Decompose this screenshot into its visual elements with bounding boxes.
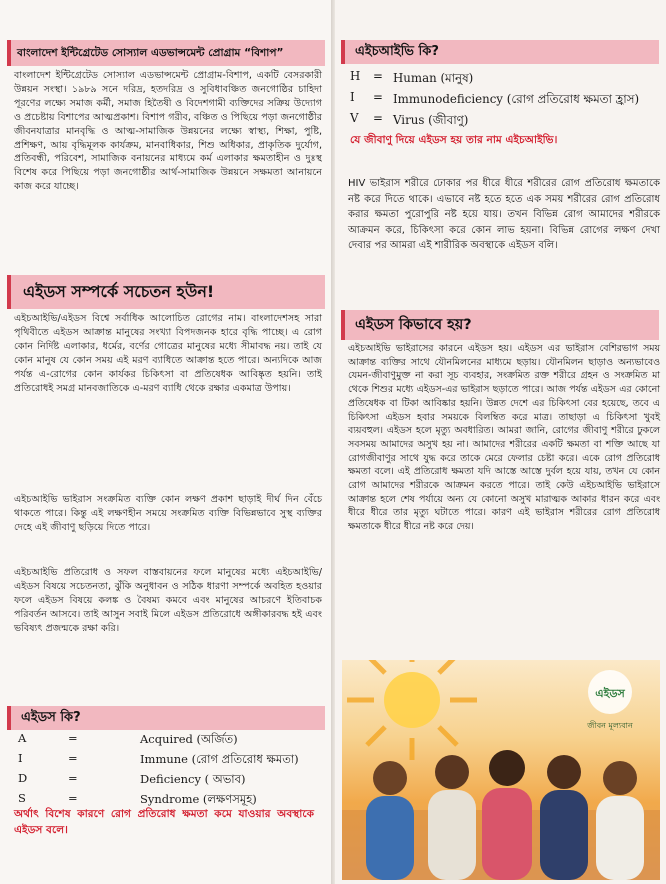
aids-word: Deficiency ( অভাব) bbox=[140, 772, 246, 786]
person-figure bbox=[366, 761, 414, 880]
hiv-row-h bbox=[350, 69, 639, 90]
person-figure bbox=[428, 755, 476, 880]
aids-title: এইডস কি? bbox=[21, 710, 81, 725]
aids-definition-note: অর্থাৎ বিশেষ কারণে রোগ প্রতিরোধ ক্ষমতা কমে যাওয়ার অবস্থাকে এইডস বলে। bbox=[14, 808, 314, 836]
aids-equals: = bbox=[68, 771, 78, 785]
photo-illustration bbox=[342, 660, 660, 880]
how-heading bbox=[341, 310, 659, 340]
aware-paragraph-1: এইচআইভি/এইডস বিশ্বে সর্বাধিক আলোচিত রোগের নাম। বাংলাদেশসহ সারা পৃথিবীতে এইডস আক্রান্ত মানুষের সংখ্যা বিপদজনক হারে বৃদ্ধি পাচ্ছে। এ রোগ কোন নির্দিষ্ট এলাকার, ধর্মের, বর্ণের গোত্রের মানুষের মধ্যে সীমাবদ্ধ নয়। তাই যে কোন মানুষ যে কোন সময় এই মরণ ব্যাধিতে আক্রান্ত হতে পারে। অন্যদিকে আজ পর্যন্ত এ-রোগের কোন কার্যকর চিকিৎসা বা প্রতিষেধক আবিষ্কৃত হয়নি। তাই প্রতিরোধই সমগ্র মানবজাতিকে এ-মরণ ব্যাধি থেকে রক্ষার একমাত্র উপায়। bbox=[14, 313, 322, 394]
aids-letter: S bbox=[18, 791, 26, 805]
campaign-logo bbox=[588, 670, 632, 714]
aids-equals: = bbox=[68, 731, 78, 745]
aware-paragraph-3: এইচআইভি প্রতিরোধ ও সফল বাস্তবায়নের ফলে মানুষের মধ্যে এইচআইভি/এইডস বিষয়ে সচেতনতা, ঝুঁকি অনুধাবন ও সঠিক ধারণা সম্পর্কে অবহিত হওয়ার ফলে এইডস বিষয়ে কলঙ্ক ও বৈষম্য কমবে এবং মানুষের আচরণে ইতিবাচক পরিবর্তন আসবে। তাই আসুন সবাই মিলে এইডস প্রতিরোধে অঙ্গীকারবদ্ধ হই এবং ভবিষ্যৎ প্রজন্মকে রক্ষা করি। bbox=[14, 567, 322, 634]
hiv-letter: H bbox=[350, 69, 361, 83]
aids-row-d bbox=[18, 771, 299, 791]
hiv-word: Human (মানুষ) bbox=[393, 71, 474, 85]
aids-abbreviation-table bbox=[18, 731, 299, 811]
aids-equals: = bbox=[68, 791, 78, 805]
bishap-description: বাংলাদেশ ইন্টিগ্রেটেড সোস্যাল এডভান্সমেন্ট প্রোগ্রাম-বিশাপ, একটি বেসরকারী উন্নয়ন সংস্থা। ১৯৮৯ সনে দরিদ্র, হতদরিদ্র ও সুবিধাবঞ্চিত জনগোষ্ঠির চাহিদা পূরণের লক্ষ্যে সমাজ কর্মী, সমাজ হিতৈষী ও বিদেশগামী ব্যক্তিদের সক্রিয় উদ্যোগ ও প্রচেষ্টায় বিশাপের আত্মপ্রকাশ। বিশাপ গরীব, বঞ্চিত ও পিছিয়ে পড়া জনগোষ্ঠীর জীবনযাত্রার মানবৃদ্ধি ও আত্ম-সামাজিক উন্নয়নের লক্ষ্যে স্বাস্থ্য, শিক্ষা, পুষ্টি, প্রশিক্ষণ, আয় বৃদ্ধিমূলক কার্যক্রম, মানবাধিকার, শিশু অধিকার, প্রাকৃতিক দুর্যোগ, প্রতিবন্ধী, পরিবেশ, সামাজিক বনায়নের মাধ্যমে কর্ম এলাকার ক্ষমতাহীন ও দুঃস্থ বিশেষ করে পিছিয়ে পড়া জনগোষ্ঠীর আর্থ-সামাজিক উন্নয়নে সক্ষমতা আনায়নে কাজ করে যাচ্ছে। bbox=[14, 70, 322, 193]
bishap-title: বাংলাদেশ ইন্টিগ্রেটেড সোস্যাল এডভান্সমেন্ট প্রোগ্রাম “বিশাপ” bbox=[17, 47, 284, 59]
aware-title: এইডস সম্পর্কে সচেতন হউন! bbox=[23, 282, 215, 301]
how-description: এইচআইভি ভাইরাসের কারনে এইডস হয়। এইডস এর ভাইরাস বেশিরভাগ সময় আক্রান্ত ব্যক্তির সাথে যৌনমিলনের মাধ্যমে ছড়ায়। যৌনমিলন ছাড়াও অন্যভাবেও যেমন-জীবাণুমুক্ত না করা সূচ ব্যবহার, সংক্রমিত রক্ত শরীরে গ্রহন ও সংক্রমিত মা থেকে শিশুর মধ্যে এইডস-এর ভাইরাস ছড়াতে পারে। আজ পর্যন্ত এইডস এর কোনো প্রতিষেধক বা টিকা আবিষ্কার হয়নি। উন্নত দেশে এর চিকিৎসা বের হয়েছে, তবে এ চিকিৎসা এইডস হবার সময়কে বিলম্বিত করে মাত্র। তাছাড়া এ চিকিৎসা খুবই ব্যয়বহুল। এইডস হলে মৃত্যু অবধারিত। আমরা জানি, রোগের জীবাণু শরীরে ঢুকলে সবসময় আমাদের অসুখ হয় না। আমাদের শরীরের একটি ক্ষমতা বা শক্তি আছে যা রোগজীবাণুর সাথে যুদ্ধ করে তাকে মেরে ফেলার চেষ্টা করে। একে রোগ প্রতিরোধ ক্ষমতা বলে। এই প্রতিরোধ ক্ষমতা যদি আস্তে আস্তে দুর্বল হয়ে যায়, তখন যে কোন রোগ আমাদের শরীরকে আক্রমন করতে পারে। তাই কেউ এইচআইভি ভাইরাসে আক্রান্ত হলে শেষ পর্যায়ে অন্য যে কোনো অসুখ মারাত্মক আকার ধারন করে এবং ধীরে ধীরে তার মৃত্যু ঘটাতে পারে। কারণ এই ভাইরাস শরীরের রোগ প্রতিরোধ ক্ষমতাকে ধীরে ধীরে নষ্ট করে দেয়। bbox=[348, 343, 660, 533]
hiv-heading bbox=[341, 40, 659, 64]
person-figure bbox=[596, 761, 644, 880]
aids-letter: I bbox=[18, 751, 23, 765]
hiv-description: HIV ভাইরাস শরীরে ঢোকার পর ধীরে ধীরে শরীরের রোগ প্রতিরোধ ক্ষমতাকে নষ্ট করে দিতে থাকে। এভাবে নষ্ট হতে হতে এক সময় শরীরের রোগ প্রতিরোধ করার ক্ষমতা পুরোপুরি নষ্ট হয়ে যায়। তখন বিভিন্ন রোগ আমাদের শরীরকে আক্রমন করে, চিকিৎসা করে কোন লাভ হয়না। বিভিন্ন রোগের লক্ষণ দেখা দেবার পর আমরা এই শারীরিক অবস্থাকে এইডস বলি। bbox=[348, 178, 660, 251]
hiv-equals: = bbox=[373, 111, 383, 125]
aware-paragraph-2: এইচআইভি ভাইরাস সংক্রমিত ব্যক্তি কোন লক্ষণ প্রকাশ ছাড়াই দীর্ঘ দিন বেঁচে থাকতে পারে। কিন্তু এই লক্ষণহীন সময়ে সংক্রমিত ব্যক্তি বিভিন্নভাবে সুস্থ ব্যক্তির দেহে এই জীবাণু ছড়িয়ে দিতে পারে। bbox=[14, 494, 322, 533]
how-title: এইডস কিভাবে হয়? bbox=[355, 317, 472, 333]
aids-word: Immune (রোগ প্রতিরোধ ক্ষমতা) bbox=[140, 752, 299, 766]
hiv-row-i bbox=[350, 90, 639, 111]
hiv-letter: V bbox=[350, 111, 359, 125]
page-fold bbox=[331, 0, 335, 884]
aids-word: Acquired (অর্জিত) bbox=[140, 732, 238, 746]
hiv-row-v bbox=[350, 111, 639, 132]
person-figure bbox=[540, 755, 588, 880]
aids-row-a bbox=[18, 731, 299, 751]
aids-letter: D bbox=[18, 771, 28, 785]
hiv-definition-note: যে জীবাণু দিয়ে এইডস হয় তার নাম এইচআইভি। bbox=[350, 134, 558, 146]
hiv-equals: = bbox=[373, 90, 383, 104]
aids-heading bbox=[7, 706, 325, 730]
campaign-caption: জীবন মূল্যবান bbox=[587, 721, 633, 730]
hiv-title: এইচআইভি কি? bbox=[355, 44, 439, 59]
bishap-heading bbox=[7, 40, 325, 66]
hiv-word: Immunodeficiency (রোগ প্রতিরোধ ক্ষমতা হ্রাস) bbox=[393, 92, 640, 106]
aids-word: Syndrome (লক্ষণসমূহ) bbox=[140, 792, 257, 806]
aids-equals: = bbox=[68, 751, 78, 765]
person-figure bbox=[482, 750, 532, 880]
hiv-letter: I bbox=[350, 90, 355, 104]
hiv-equals: = bbox=[373, 69, 383, 83]
aids-row-i bbox=[18, 751, 299, 771]
youth-group-photo bbox=[342, 660, 660, 880]
campaign-badge: এইডস bbox=[595, 687, 625, 700]
aids-letter: A bbox=[18, 731, 27, 745]
hiv-word: Virus (জীবাণু) bbox=[393, 113, 469, 127]
aware-heading bbox=[7, 275, 325, 309]
hiv-abbreviation-table bbox=[350, 69, 639, 132]
sun-icon bbox=[347, 660, 477, 760]
